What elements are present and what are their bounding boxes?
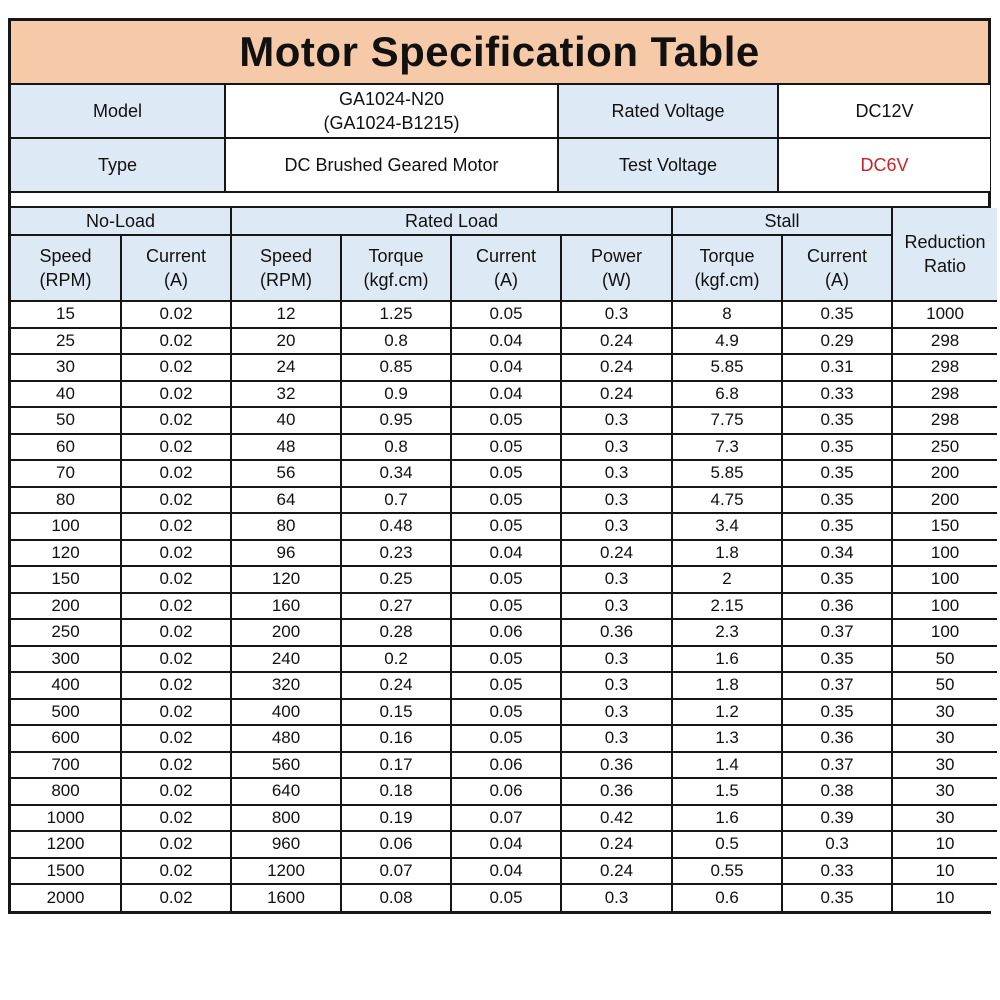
cell: 0.02 [121, 831, 231, 858]
cell: 0.06 [451, 778, 561, 805]
cell: 1.8 [672, 540, 782, 567]
cell: 0.3 [561, 301, 672, 328]
cell: 0.39 [782, 805, 892, 832]
cell: 10 [892, 831, 997, 858]
cell: 1500 [11, 858, 121, 885]
cell: 0.35 [782, 566, 892, 593]
test-voltage-label: Test Voltage [558, 138, 778, 191]
cell: 0.3 [561, 407, 672, 434]
cell: 250 [11, 619, 121, 646]
cell: 800 [231, 805, 341, 832]
cell: 0.35 [782, 487, 892, 514]
cell: 48 [231, 434, 341, 461]
cell: 6.8 [672, 381, 782, 408]
cell: 30 [892, 805, 997, 832]
column-header-2: Speed (RPM) [231, 235, 341, 301]
cell: 0.28 [341, 619, 451, 646]
table-row [11, 619, 997, 646]
spec-table-body [11, 301, 997, 911]
info-table [11, 85, 990, 191]
cell: 56 [231, 460, 341, 487]
cell: 0.05 [451, 699, 561, 726]
cell: 0.3 [561, 725, 672, 752]
cell: 0.02 [121, 566, 231, 593]
cell: 400 [231, 699, 341, 726]
group-header-row [11, 208, 997, 235]
cell: 0.24 [561, 381, 672, 408]
table-row [11, 513, 997, 540]
cell: 0.02 [121, 328, 231, 355]
cell: 150 [11, 566, 121, 593]
info-row-model [11, 85, 990, 138]
cell: 0.05 [451, 487, 561, 514]
table-row [11, 381, 997, 408]
info-row-type [11, 138, 990, 191]
group-header-stall: Stall [672, 208, 892, 235]
cell: 0.3 [561, 513, 672, 540]
cell: 7.3 [672, 434, 782, 461]
cell: 120 [11, 540, 121, 567]
cell: 100 [892, 540, 997, 567]
table-row [11, 699, 997, 726]
cell: 0.05 [451, 593, 561, 620]
cell: 0.24 [561, 858, 672, 885]
cell: 0.35 [782, 407, 892, 434]
cell: 0.7 [341, 487, 451, 514]
cell: 1.8 [672, 672, 782, 699]
column-header-1: Current (A) [121, 235, 231, 301]
cell: 1.3 [672, 725, 782, 752]
rated-voltage-label: Rated Voltage [558, 85, 778, 138]
cell: 32 [231, 381, 341, 408]
cell: 0.35 [782, 884, 892, 911]
cell: 0.02 [121, 858, 231, 885]
cell: 7.75 [672, 407, 782, 434]
cell: 150 [892, 513, 997, 540]
cell: 1.2 [672, 699, 782, 726]
cell: 0.24 [561, 831, 672, 858]
cell: 0.3 [561, 566, 672, 593]
cell: 0.5 [672, 831, 782, 858]
table-row [11, 460, 997, 487]
cell: 40 [231, 407, 341, 434]
cell: 0.42 [561, 805, 672, 832]
cell: 0.85 [341, 354, 451, 381]
cell: 0.8 [341, 434, 451, 461]
spec-sheet-frame [8, 18, 991, 914]
cell: 0.24 [561, 540, 672, 567]
table-row [11, 646, 997, 673]
table-row [11, 566, 997, 593]
type-label: Type [11, 138, 225, 191]
cell: 50 [11, 407, 121, 434]
cell: 0.04 [451, 354, 561, 381]
cell: 0.05 [451, 513, 561, 540]
cell: 3.4 [672, 513, 782, 540]
cell: 5.85 [672, 354, 782, 381]
cell: 0.95 [341, 407, 451, 434]
table-row [11, 434, 997, 461]
cell: 298 [892, 328, 997, 355]
cell: 0.04 [451, 858, 561, 885]
cell: 0.06 [451, 752, 561, 779]
cell: 96 [231, 540, 341, 567]
cell: 0.04 [451, 831, 561, 858]
cell: 0.3 [561, 884, 672, 911]
table-row [11, 301, 997, 328]
cell: 600 [11, 725, 121, 752]
cell: 0.02 [121, 407, 231, 434]
cell: 0.34 [782, 540, 892, 567]
cell: 0.9 [341, 381, 451, 408]
cell: 1.25 [341, 301, 451, 328]
type-value: DC Brushed Geared Motor [225, 138, 558, 191]
cell: 300 [11, 646, 121, 673]
cell: 50 [892, 646, 997, 673]
cell: 0.35 [782, 699, 892, 726]
table-row [11, 354, 997, 381]
rated-voltage-value: DC12V [778, 85, 990, 138]
cell: 0.18 [341, 778, 451, 805]
cell: 560 [231, 752, 341, 779]
cell: 100 [892, 566, 997, 593]
group-header-rated-load: Rated Load [231, 208, 672, 235]
cell: 60 [11, 434, 121, 461]
cell: 30 [892, 725, 997, 752]
cell: 250 [892, 434, 997, 461]
cell: 2000 [11, 884, 121, 911]
cell: 80 [11, 487, 121, 514]
cell: 4.75 [672, 487, 782, 514]
table-row [11, 593, 997, 620]
cell: 0.05 [451, 434, 561, 461]
model-label: Model [11, 85, 225, 138]
cell: 0.34 [341, 460, 451, 487]
cell: 0.37 [782, 752, 892, 779]
cell: 10 [892, 884, 997, 911]
column-header-4: Current (A) [451, 235, 561, 301]
cell: 0.33 [782, 858, 892, 885]
spec-table-head [11, 208, 997, 301]
cell: 8 [672, 301, 782, 328]
cell: 200 [11, 593, 121, 620]
column-header-5: Power (W) [561, 235, 672, 301]
cell: 0.02 [121, 301, 231, 328]
cell: 0.02 [121, 593, 231, 620]
cell: 1000 [892, 301, 997, 328]
cell: 80 [231, 513, 341, 540]
cell: 0.05 [451, 884, 561, 911]
cell: 120 [231, 566, 341, 593]
cell: 800 [11, 778, 121, 805]
cell: 1.6 [672, 646, 782, 673]
cell: 0.36 [561, 752, 672, 779]
column-header-reduction-ratio: Reduction Ratio [892, 208, 997, 301]
cell: 0.24 [561, 354, 672, 381]
cell: 0.02 [121, 884, 231, 911]
cell: 0.3 [561, 434, 672, 461]
cell: 320 [231, 672, 341, 699]
cell: 0.3 [561, 699, 672, 726]
cell: 0.05 [451, 725, 561, 752]
cell: 0.36 [561, 778, 672, 805]
cell: 0.06 [341, 831, 451, 858]
cell: 200 [892, 487, 997, 514]
cell: 0.02 [121, 434, 231, 461]
cell: 30 [11, 354, 121, 381]
cell: 0.08 [341, 884, 451, 911]
cell: 500 [11, 699, 121, 726]
model-value-line1: GA1024-N20 [338, 88, 445, 109]
cell: 0.55 [672, 858, 782, 885]
cell: 40 [11, 381, 121, 408]
cell: 0.36 [782, 593, 892, 620]
column-header-3: Torque (kgf.cm) [341, 235, 451, 301]
cell: 64 [231, 487, 341, 514]
cell: 700 [11, 752, 121, 779]
cell: 1600 [231, 884, 341, 911]
cell: 0.27 [341, 593, 451, 620]
cell: 480 [231, 725, 341, 752]
cell: 0.36 [561, 619, 672, 646]
cell: 0.35 [782, 513, 892, 540]
cell: 0.3 [561, 672, 672, 699]
cell: 0.02 [121, 805, 231, 832]
cell: 0.35 [782, 646, 892, 673]
cell: 0.3 [561, 646, 672, 673]
table-row [11, 328, 997, 355]
cell: 0.02 [121, 725, 231, 752]
cell: 1.4 [672, 752, 782, 779]
test-voltage-value: DC6V [778, 138, 990, 191]
cell: 200 [892, 460, 997, 487]
column-header-row [11, 235, 997, 301]
cell: 30 [892, 752, 997, 779]
cell: 0.02 [121, 354, 231, 381]
cell: 0.37 [782, 619, 892, 646]
model-value-line2: (GA1024-B1215) [323, 113, 460, 133]
cell: 0.25 [341, 566, 451, 593]
cell: 298 [892, 381, 997, 408]
cell: 0.02 [121, 619, 231, 646]
cell: 30 [892, 699, 997, 726]
table-row [11, 778, 997, 805]
page-title: Motor Specification Table [11, 21, 988, 85]
cell: 0.3 [782, 831, 892, 858]
table-row [11, 805, 997, 832]
cell: 0.05 [451, 460, 561, 487]
cell: 0.3 [561, 460, 672, 487]
cell: 0.17 [341, 752, 451, 779]
cell: 0.36 [782, 725, 892, 752]
cell: 0.35 [782, 434, 892, 461]
cell: 0.6 [672, 884, 782, 911]
cell: 0.04 [451, 381, 561, 408]
cell: 50 [892, 672, 997, 699]
cell: 1200 [231, 858, 341, 885]
cell: 0.05 [451, 646, 561, 673]
column-header-7: Current (A) [782, 235, 892, 301]
cell: 0.02 [121, 778, 231, 805]
cell: 0.02 [121, 699, 231, 726]
cell: 1000 [11, 805, 121, 832]
table-row [11, 672, 997, 699]
cell: 0.02 [121, 672, 231, 699]
cell: 0.02 [121, 381, 231, 408]
cell: 2.15 [672, 593, 782, 620]
table-row [11, 725, 997, 752]
cell: 1.6 [672, 805, 782, 832]
cell: 0.33 [782, 381, 892, 408]
cell: 160 [231, 593, 341, 620]
cell: 10 [892, 858, 997, 885]
cell: 240 [231, 646, 341, 673]
table-row [11, 884, 997, 911]
cell: 0.02 [121, 646, 231, 673]
cell: 0.16 [341, 725, 451, 752]
cell: 4.9 [672, 328, 782, 355]
cell: 400 [11, 672, 121, 699]
cell: 100 [11, 513, 121, 540]
cell: 5.85 [672, 460, 782, 487]
column-header-0: Speed (RPM) [11, 235, 121, 301]
cell: 0.24 [561, 328, 672, 355]
cell: 1200 [11, 831, 121, 858]
cell: 0.35 [782, 460, 892, 487]
table-row [11, 858, 997, 885]
model-value [225, 85, 558, 138]
table-row [11, 407, 997, 434]
cell: 70 [11, 460, 121, 487]
cell: 0.29 [782, 328, 892, 355]
cell: 640 [231, 778, 341, 805]
cell: 0.23 [341, 540, 451, 567]
cell: 960 [231, 831, 341, 858]
cell: 100 [892, 593, 997, 620]
cell: 25 [11, 328, 121, 355]
cell: 0.05 [451, 407, 561, 434]
cell: 0.35 [782, 301, 892, 328]
cell: 2 [672, 566, 782, 593]
cell: 0.15 [341, 699, 451, 726]
cell: 0.37 [782, 672, 892, 699]
cell: 0.05 [451, 566, 561, 593]
cell: 0.38 [782, 778, 892, 805]
cell: 100 [892, 619, 997, 646]
cell: 0.3 [561, 593, 672, 620]
cell: 0.31 [782, 354, 892, 381]
section-divider [11, 191, 988, 208]
cell: 200 [231, 619, 341, 646]
cell: 0.02 [121, 487, 231, 514]
group-header-no-load: No-Load [11, 208, 231, 235]
cell: 0.06 [451, 619, 561, 646]
cell: 0.02 [121, 460, 231, 487]
cell: 0.04 [451, 540, 561, 567]
table-row [11, 831, 997, 858]
cell: 0.02 [121, 513, 231, 540]
cell: 15 [11, 301, 121, 328]
cell: 0.24 [341, 672, 451, 699]
cell: 0.02 [121, 752, 231, 779]
cell: 0.19 [341, 805, 451, 832]
cell: 0.07 [451, 805, 561, 832]
cell: 0.05 [451, 301, 561, 328]
cell: 0.3 [561, 487, 672, 514]
cell: 30 [892, 778, 997, 805]
cell: 0.8 [341, 328, 451, 355]
cell: 2.3 [672, 619, 782, 646]
spec-table [11, 208, 997, 911]
cell: 0.04 [451, 328, 561, 355]
cell: 20 [231, 328, 341, 355]
table-row [11, 487, 997, 514]
cell: 0.48 [341, 513, 451, 540]
table-row [11, 540, 997, 567]
cell: 298 [892, 407, 997, 434]
cell: 24 [231, 354, 341, 381]
cell: 298 [892, 354, 997, 381]
table-row [11, 752, 997, 779]
cell: 0.02 [121, 540, 231, 567]
column-header-6: Torque (kgf.cm) [672, 235, 782, 301]
cell: 0.07 [341, 858, 451, 885]
cell: 0.2 [341, 646, 451, 673]
cell: 0.05 [451, 672, 561, 699]
cell: 12 [231, 301, 341, 328]
cell: 1.5 [672, 778, 782, 805]
